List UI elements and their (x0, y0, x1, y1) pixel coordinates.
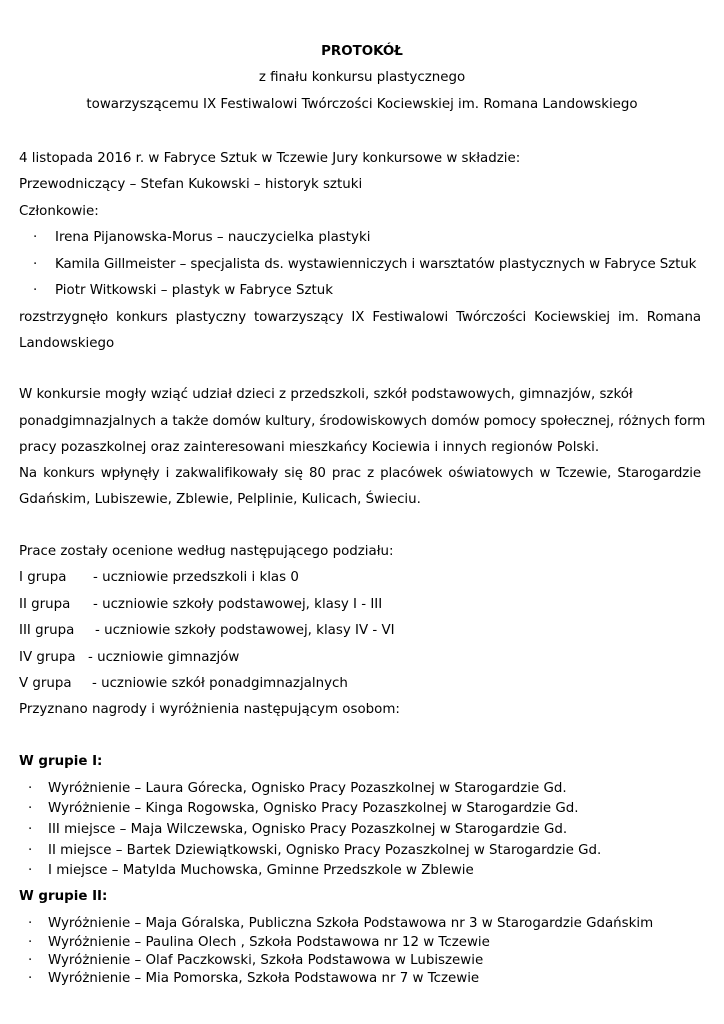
bullet-icon: · (28, 822, 33, 837)
grouping-intro: Prace zostały ocenione według następującego podziału: (19, 544, 394, 559)
award-item: Wyróżnienie – Olaf Paczkowski, Szkoła Podstawowa w Lubiszewie (48, 953, 484, 968)
bullet-icon: · (28, 843, 33, 858)
bullet-icon: · (28, 953, 33, 968)
award-item: Wyróżnienie – Maja Góralska, Publiczna Szkoła Podstawowa nr 3 w Starogardzie Gdańskim (48, 916, 654, 931)
bullet-icon: · (28, 916, 33, 931)
bullet-icon: · (28, 863, 33, 878)
group-1-heading: W grupie I: (19, 754, 103, 769)
resolution-line-2: Landowskiego (19, 336, 115, 351)
award-item: III miejsce – Maja Wilczewska, Ognisko Pracy Pozaszkolnej w Starogardzie Gd. (48, 822, 568, 837)
jury-member: Piotr Witkowski – plastyk w Fabryce Sztuk (55, 283, 333, 298)
bullet-icon: · (28, 935, 33, 950)
group-2-heading: W grupie II: (19, 889, 108, 904)
award-item: II miejsce – Bartek Dziewiątkowski, Ognisko Pracy Pozaszkolnej w Starogardzie Gd. (48, 843, 602, 858)
bullet-icon: · (28, 781, 33, 796)
award-item: Wyróżnienie – Paulina Olech , Szkoła Podstawowa nr 12 w Tczewie (48, 935, 490, 950)
group-description: - uczniowie gimnazjów (88, 650, 240, 665)
document-subtitle-2: towarzyszącemu IX Festiwalowi Twórczości Kociewskiej im. Romana Landowskiego (86, 97, 638, 112)
participation-line-5: Gdańskim, Lubiszewie, Zblewie, Pelplinie, Kulicach, Świeciu. (19, 492, 421, 507)
award-item: I miejsce – Matylda Muchowska, Gminne Przedszkole w Zblewie (48, 863, 474, 878)
bullet-icon: · (28, 801, 33, 816)
group-description: - uczniowie szkoły podstawowej, klasy IV - VI (95, 623, 395, 638)
group-description: - uczniowie przedszkoli i klas 0 (93, 570, 299, 585)
bullet-icon: · (33, 283, 38, 298)
group-name: III grupa (19, 623, 75, 638)
participation-line-2: ponadgimnazjalnych a także domów kultury, środowiskowych domów pomocy społecznej, różnych form (19, 414, 706, 429)
group-name: V grupa (19, 676, 72, 691)
group-description: - uczniowie szkoły podstawowej, klasy I - III (93, 597, 383, 612)
bullet-icon: · (28, 971, 33, 986)
jury-chairman: Przewodniczący – Stefan Kukowski – historyk sztuki (19, 177, 363, 192)
award-item: Wyróżnienie – Laura Górecka, Ognisko Pracy Pozaszkolnej w Starogardzie Gd. (48, 781, 567, 796)
jury-member: Kamila Gillmeister – specjalista ds. wystawienniczych i warsztatów plastycznych w Fabryce Sztuk (55, 257, 697, 272)
award-item: Wyróżnienie – Mia Pomorska, Szkoła Podstawowa nr 7 w Tczewie (48, 971, 480, 986)
participation-line-3: pracy pozaszkolnej oraz zainteresowani mieszkańcy Kociewia i innych regionów Polski. (19, 440, 600, 455)
jury-member: Irena Pijanowska-Morus – nauczycielka plastyki (55, 230, 371, 245)
jury-members-label: Członkowie: (19, 204, 99, 219)
participation-line-4: Na konkurs wpłynęły i zakwalifikowały się 80 prac z placówek oświatowych w Tczewie, Starogardzie (19, 466, 701, 481)
document-subtitle-1: z finału konkursu plastycznego (258, 70, 466, 85)
award-item: Wyróżnienie – Kinga Rogowska, Ognisko Pracy Pozaszkolnej w Starogardzie Gd. (48, 801, 579, 816)
group-name: II grupa (19, 597, 71, 612)
group-description: - uczniowie szkół ponadgimnazjalnych (92, 676, 348, 691)
participation-line-1: W konkursie mogły wziąć udział dzieci z przedszkoli, szkół podstawowych, gimnazjów, szkół (19, 387, 633, 402)
intro-line: 4 listopada 2016 r. w Fabryce Sztuk w Tczewie Jury konkursowe w składzie: (19, 151, 521, 166)
bullet-icon: · (33, 257, 38, 272)
bullet-icon: · (33, 230, 38, 245)
awards-intro: Przyznano nagrody i wyróżnienia następującym osobom: (19, 702, 400, 717)
resolution-line-1: rozstrzygnęło konkurs plastyczny towarzyszący IX Festiwalowi Twórczości Kociewskiej im. Romana (19, 310, 701, 325)
group-name: IV grupa (19, 650, 76, 665)
group-name: I grupa (19, 570, 67, 585)
document-title: PROTOKÓŁ (321, 44, 403, 59)
